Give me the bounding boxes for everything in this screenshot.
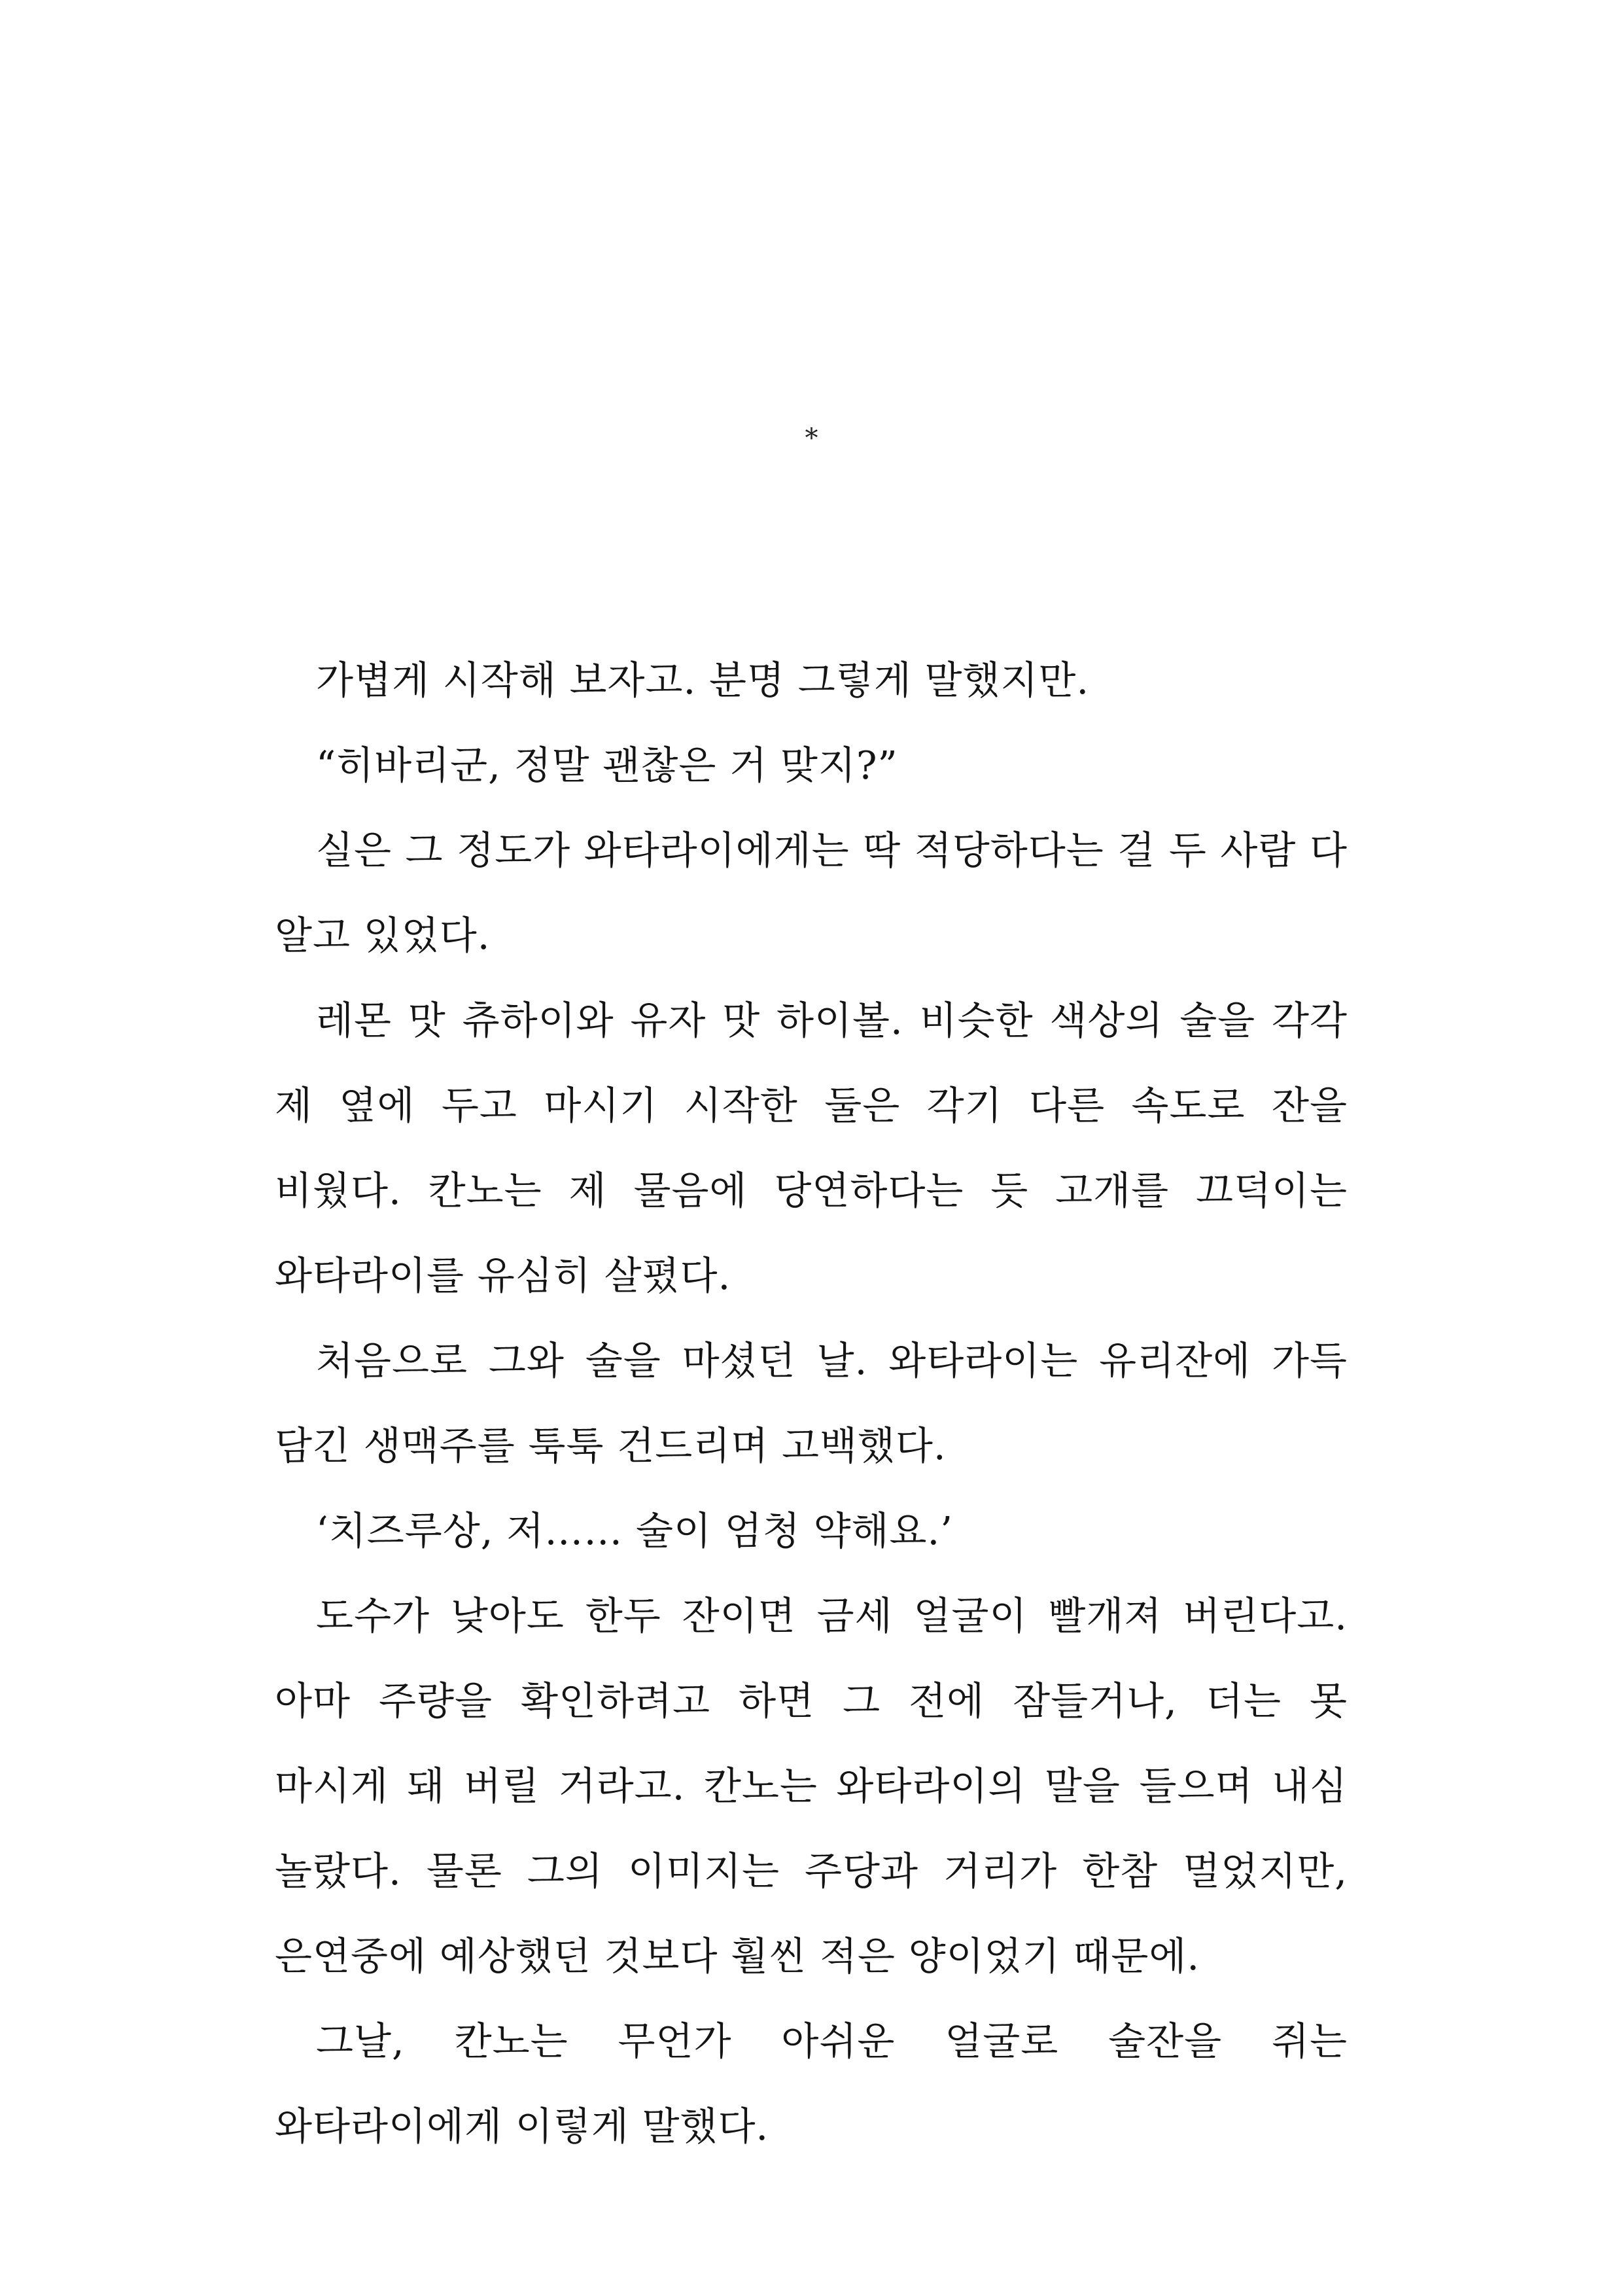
paragraph-6-dialogue: ‘치즈루상, 저…… 술이 엄청 약해요.’ <box>316 1508 953 1553</box>
paragraph-8: 그날, 칸노는 무언가 아쉬운 얼굴로 술잔을 쥐는 와타라이에게 이렇게 말했다. <box>275 2019 1348 2149</box>
body-text <box>275 638 1348 2169</box>
paragraph-5: 처음으로 그와 술을 마셨던 날. 와타라이는 유리잔에 가득 담긴 생맥주를 툭툭 건드리며 고백했다. <box>275 1338 1348 1468</box>
paragraph-3: 실은 그 정도가 와타라이에게는 딱 적당하다는 걸 두 사람 다 알고 있었다. <box>275 828 1348 958</box>
paragraph-1: 가볍게 시작해 보자고. 분명 그렇게 말했지만. <box>316 658 1090 703</box>
section-divider: * <box>805 423 818 453</box>
paragraph-2-dialogue: “히바리군, 정말 괜찮은 거 맞지?” <box>316 743 898 788</box>
paragraph-7: 도수가 낮아도 한두 잔이면 금세 얼굴이 빨개져 버린다고. 아마 주량을 확인하려고 하면 그 전에 잠들거나, 더는 못 마시게 돼 버릴 거라고. 칸노는 와타라이의 말을 들으며 내심 놀랐다. 물론 그의 이미지는 주당과 거리가 한참 멀었지만, 은연중에 예상했던 것보다 훨씬 적은 양이었기 때문에. <box>275 1593 1348 1979</box>
paragraph-4: 레몬 맛 츄하이와 유자 맛 하이볼. 비슷한 색상의 술을 각각 제 옆에 두고 마시기 시작한 둘은 각기 다른 속도로 잔을 비웠다. 칸노는 제 물음에 당연하다는 듯 고개를 끄덕이는 와타라이를 유심히 살폈다. <box>275 998 1348 1298</box>
